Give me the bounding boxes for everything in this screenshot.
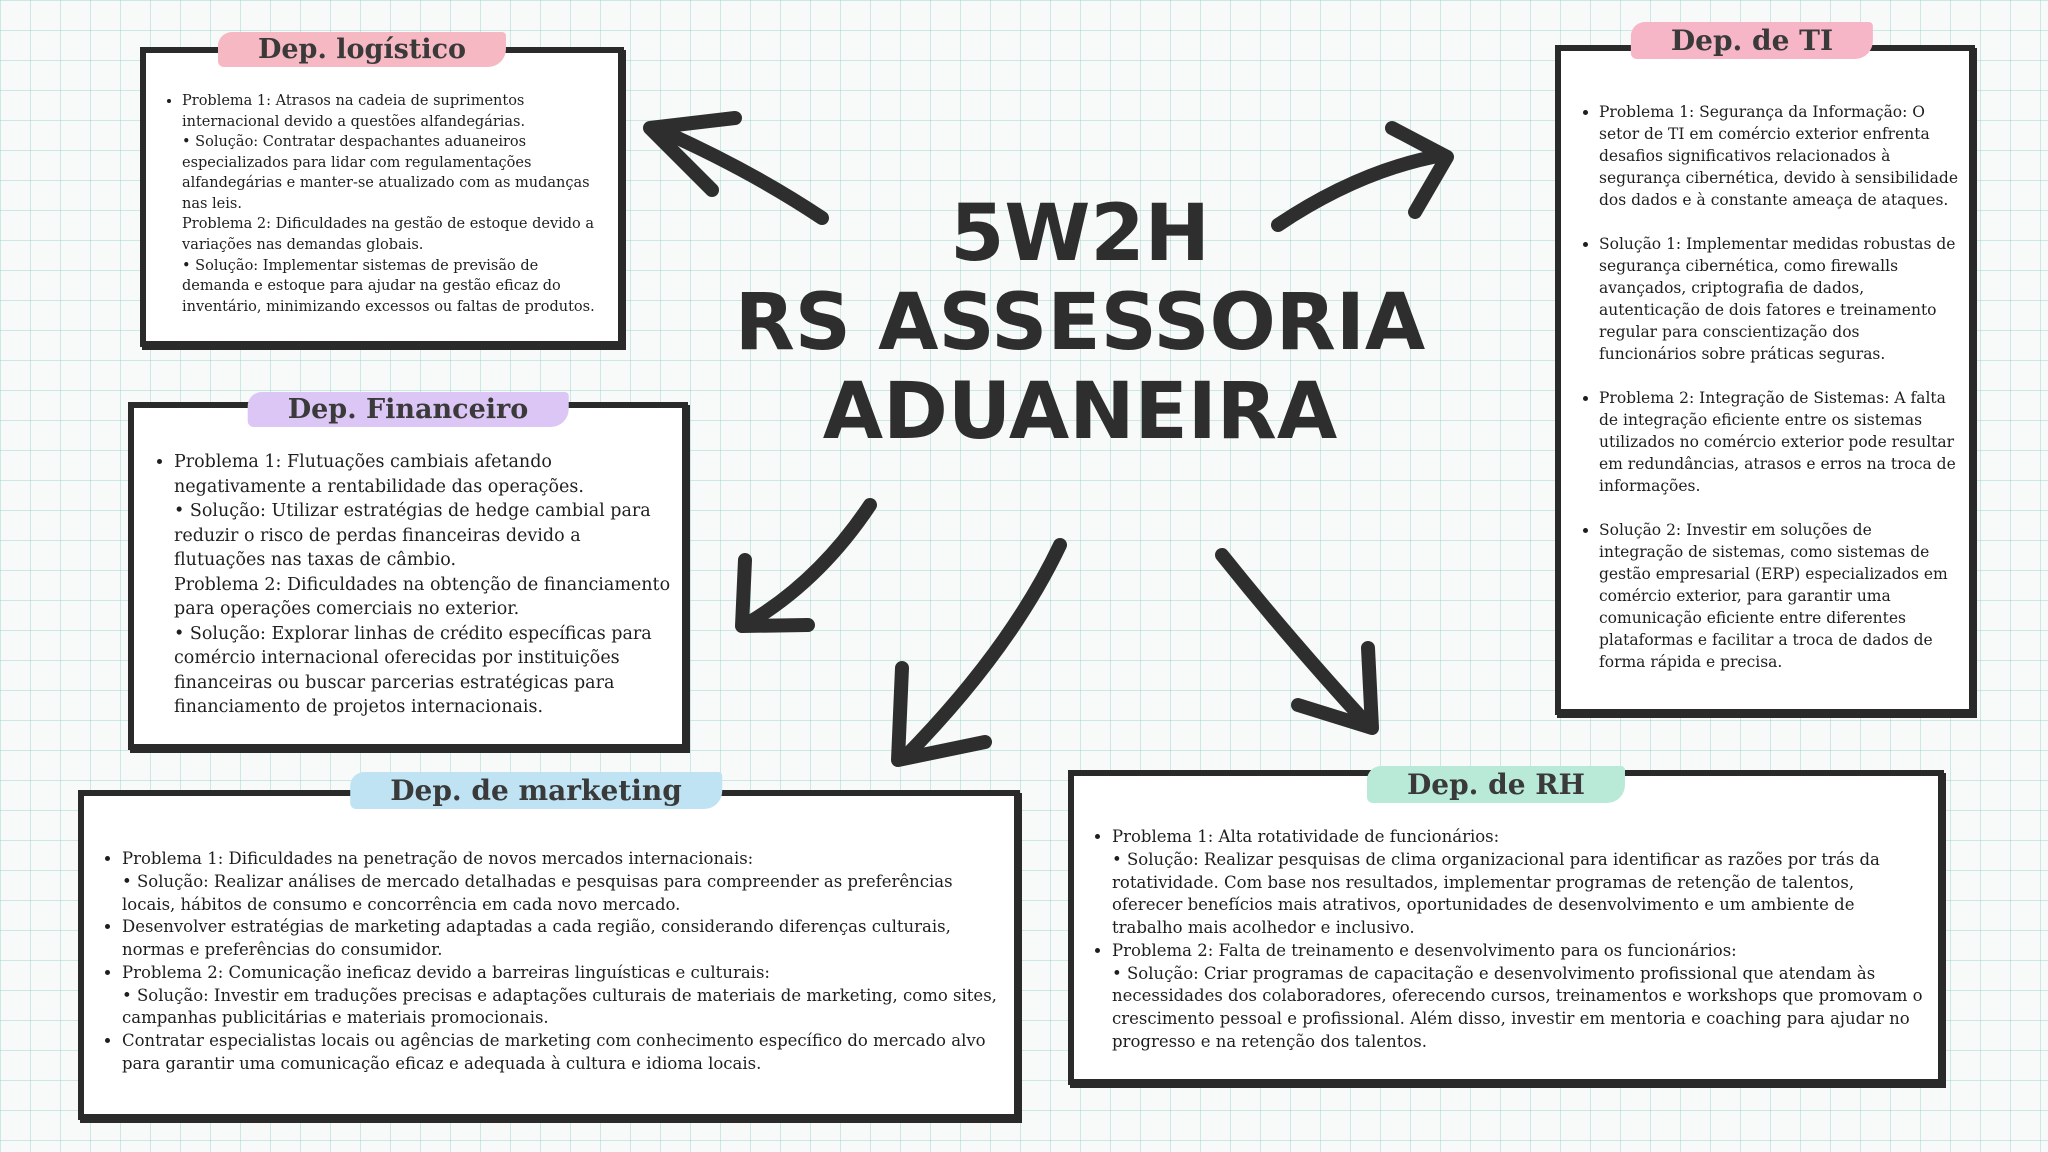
title-line-3: ADUANEIRA (822, 366, 1338, 457)
label-marketing: Dep. de marketing (350, 772, 722, 809)
list-item: • Contratar especialistas locais ou agências de marketing com conhecimento específico do mercado alvo para garantir uma comunicação eficaz e adequada à cultura e idioma locais. (122, 1030, 1004, 1076)
list-rh (1084, 826, 1928, 1054)
list-logistico (154, 91, 610, 317)
list-ti (1571, 101, 1959, 673)
card-ti (1555, 45, 1975, 715)
list-item: Problema 2: Dificuldades na gestão de estoque devido a variações nas demandas globais. (182, 216, 595, 254)
page-title (735, 190, 1426, 457)
list-item: • Solução: Utilizar estratégias de hedge cambial para reduzir o risco de perdas financeiras devido a flutuações nas taxas de câmbio. (174, 501, 651, 570)
list-item: • Solução: Investir em traduções precisas e adaptações culturais de materiais de marketing, como sites, campanhas publicitárias e materiais promocionais. (122, 985, 997, 1028)
list-item: • Solução: Explorar linhas de crédito específicas para comércio internacional oferecidas por instituições financeiras ou buscar parcerias estratégicas para financiamento de projetos internacionais. (174, 623, 652, 717)
arrow-to-financeiro (742, 505, 870, 626)
arrow-to-rh (1222, 555, 1372, 728)
list-item: • Solução 2: Investir em soluções de integração de sistemas, como sistemas de gestão empresarial (ERP) especializados em comércio exterior, para garantir uma comunicação eficiente entre diferentes plataformas e facilitar a troca de dados de forma rápida e precisa. (1599, 519, 1959, 673)
label-ti: Dep. de TI (1631, 22, 1873, 59)
list-item: • Solução: Contratar despachantes aduaneiros especializados para lidar com regulamentações alfandegárias e manter-se atualizado com as mudanças nas leis. (182, 134, 590, 212)
list-item: • Problema 1: Segurança da Informação: O setor de TI em comércio exterior enfrenta desafios significativos relacionados à segurança cibernética, devido à sensibilidade dos dados e à constante ameaça de ataques. (1599, 101, 1959, 211)
list-item: • Solução 1: Implementar medidas robustas de segurança cibernética, como firewalls avançados, criptografia de dados, autenticação de dois fatores e treinamento regular para conscientização dos funcionários sobre práticas seguras. (1599, 233, 1959, 365)
list-item: • Solução: Realizar pesquisas de clima organizacional para identificar as razões por trás da rotatividade. Com base nos resultados, implementar programas de retenção de talentos, oferecer benefícios mais atrativos, oportunidades de desenvolvimento e um ambiente de trabalho mais acolhedor e inclusivo. (1112, 849, 1880, 938)
list-item: • Problema 1: Alta rotatividade de funcionários: (1112, 826, 1928, 849)
list-financeiro (146, 450, 672, 720)
list-item: Problema 2: Dificuldades na obtenção de financiamento para operações comerciais no exterior. (174, 574, 671, 619)
card-logistico (140, 47, 624, 347)
label-financeiro: Dep. Financeiro (248, 392, 569, 427)
label-logistico: Dep. logístico (218, 32, 506, 67)
list-item: • Solução: Implementar sistemas de previsão de demanda e estoque para ajudar na gestão eficaz do inventário, minimizando excessos ou faltas de produtos. (182, 257, 595, 315)
title-line-2: RS ASSESSORIA (734, 277, 1426, 368)
list-item: • Problema 2: Falta de treinamento e desenvolvimento para os funcionários: (1112, 940, 1928, 963)
list-item: • Problema 1: Atrasos na cadeia de suprimentos internacional devido a questões alfandegárias. (182, 91, 610, 132)
list-item: • Problema 2: Integração de Sistemas: A falta de integração eficiente entre os sistemas utilizados no comércio exterior pode resultar em redundâncias, atrasos e erros na troca de informações. (1599, 387, 1959, 497)
list-marketing (94, 848, 1004, 1076)
label-rh: Dep. de RH (1367, 766, 1625, 803)
card-marketing (78, 790, 1020, 1120)
list-item: • Problema 2: Comunicação ineficaz devido a barreiras linguísticas e culturais: (122, 962, 1004, 985)
list-item: • Problema 1: Dificuldades na penetração de novos mercados internacionais: (122, 848, 1004, 871)
card-rh (1068, 770, 1944, 1085)
title-line-1: 5W2H (950, 189, 1210, 279)
card-financeiro (128, 402, 688, 750)
list-item: • Solução: Realizar análises de mercado detalhadas e pesquisas para compreender as preferências locais, hábitos de consumo e concorrência em cada novo mercado. (122, 871, 953, 914)
list-item: • Desenvolver estratégias de marketing adaptadas a cada região, considerando diferenças culturais, normas e preferências do consumidor. (122, 916, 1004, 962)
list-item: • Solução: Criar programas de capacitação e desenvolvimento profissional que atendam às necessidades dos colaboradores, oferecendo cursos, treinamentos e workshops que promovam o crescimento pessoal e profissional. Além disso, investir em mentoria e coaching para ajudar no progresso e na retenção dos talentos. (1112, 963, 1923, 1051)
list-item: • Problema 1: Flutuações cambiais afetando negativamente a rentabilidade das operações. (174, 450, 672, 499)
arrow-to-marketing (898, 545, 1060, 760)
